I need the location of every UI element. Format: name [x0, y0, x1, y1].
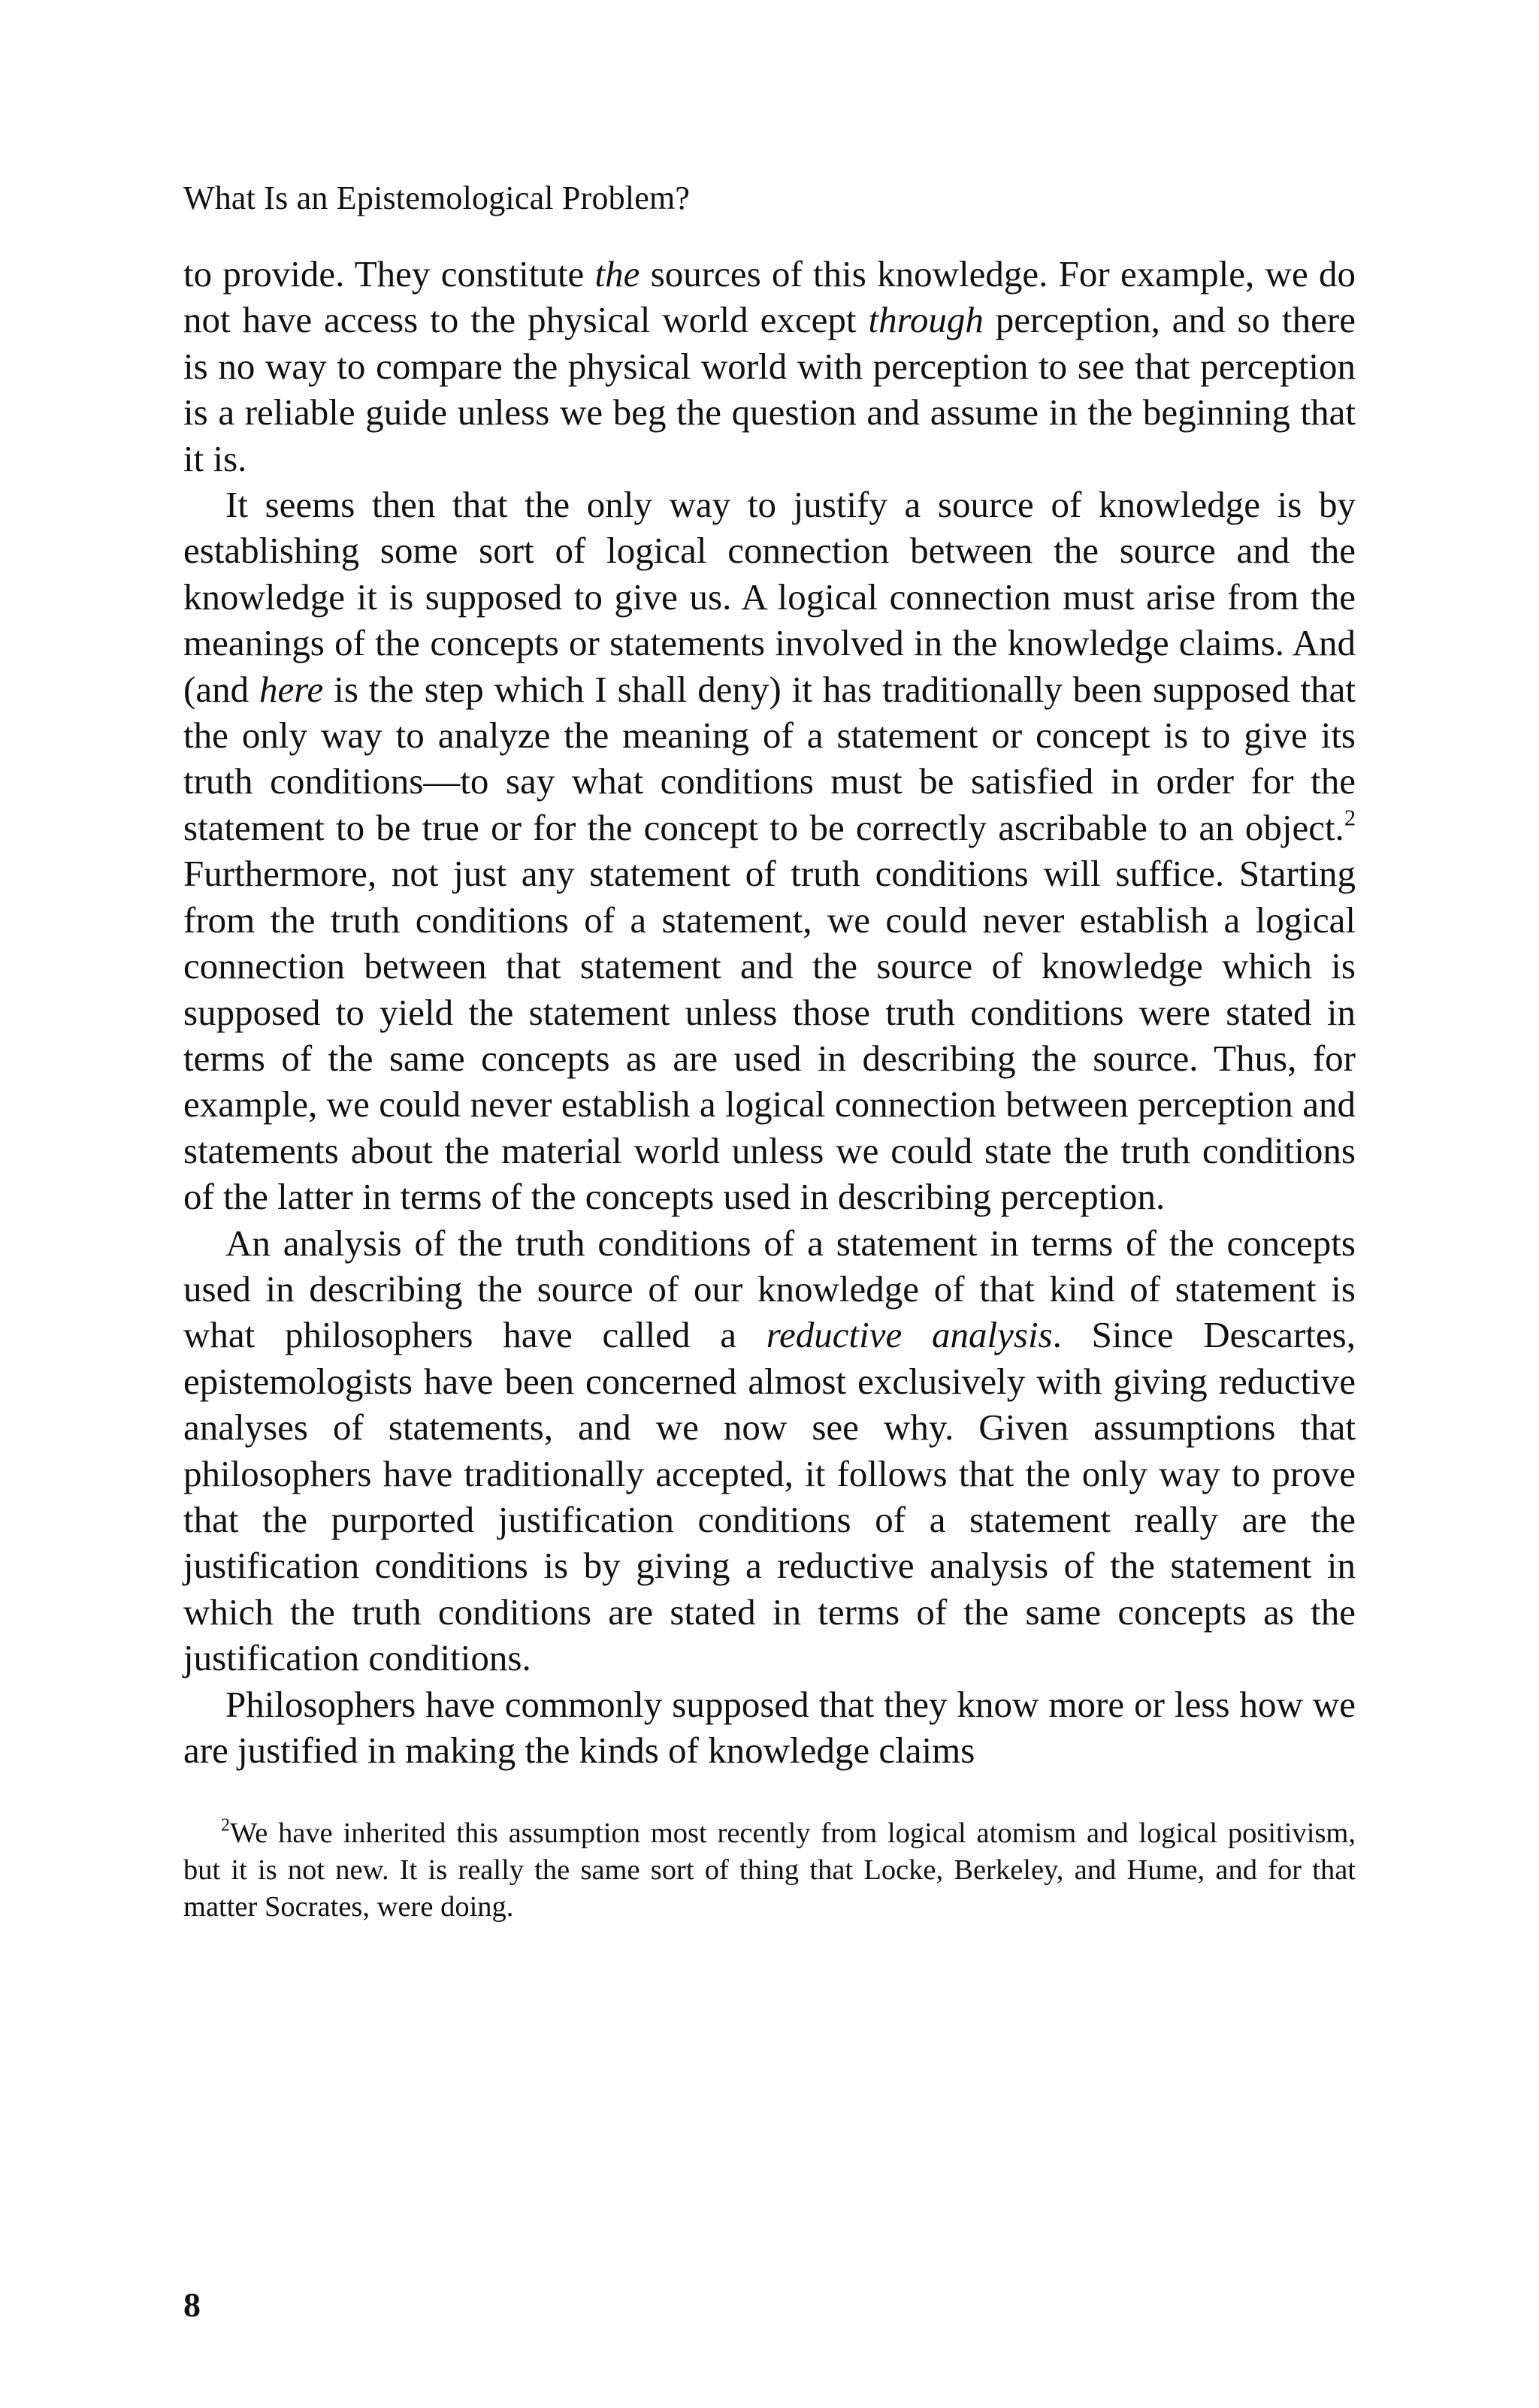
- footnote-body: We have inherited this assumption most recently from logical atomism and logical positivism, but it is not new. It is really the same sort of thing that Locke, Berkeley, and Hume, and for that matter Socrates, were doing.: [183, 1817, 1356, 1923]
- italic-text: reductive analysis: [766, 1314, 1053, 1356]
- italic-text: here: [259, 668, 324, 710]
- text-run: . Since Descartes, epistemologists have been concerned almost exclusively with giving reductive analyses of statements, and we now see why. Given assumptions that philosophers have traditionally accepted, it follows that the only way to prove that the purported justification conditions of a statement really are the justification conditions is by giving a reductive analysis of the statement in which the truth conditions are stated in terms of the same concepts as the justification conditions.: [183, 1314, 1356, 1679]
- page-number: 8: [183, 2286, 201, 2324]
- text-run: An analysis of the truth conditions of a statement in terms of the concepts used in describing the source of our knowledge of that kind of statement is what philosophers have called a: [183, 1222, 1356, 1356]
- text-run: Furthermore, not just any statement of truth conditions will suffice. Starting from the truth conditions of a statement, we could never establish a logical connection between that statement and the source of knowledge which is supposed to yield the statement unless those truth conditions were stated in terms of the same concepts as are used in describing the source. Thus, for example, we could never establish a logical connection between perception and statements about the material world unless we could state the truth conditions of the latter in terms of the concepts used in describing perception.: [183, 853, 1356, 1218]
- text-run: perception, and so there is no way to compare the physical world with perception to see that perception is a reliable guide unless we beg the question and assume in the beginning that it is.: [183, 299, 1356, 479]
- footnote-text: [183, 1815, 1356, 1926]
- text-run: is the step which I shall deny) it has traditionally been supposed that the only way to analyze the meaning of a statement or concept is to give its truth conditions—to say what conditions must be satisfied in order for the statement to be true or for the concept to be correctly ascribable to an object.: [183, 668, 1356, 848]
- body-text: [183, 251, 1356, 1773]
- book-page: [183, 177, 1356, 1926]
- text-run: to provide. They constitute: [183, 253, 595, 295]
- running-head: What Is an Epistemological Problem?: [183, 180, 691, 216]
- paragraph: [183, 1220, 1356, 1681]
- text-run: sources of this knowledge. For example, we do not have access to the physical world except: [183, 253, 1356, 341]
- footnote-marker: 2: [221, 1815, 230, 1835]
- italic-text: the: [594, 253, 640, 295]
- paragraph: [183, 482, 1356, 1220]
- footnote: [183, 1815, 1356, 1926]
- footnote-reference: 2: [1344, 805, 1356, 831]
- text-run: It seems then that the only way to justify a source of knowledge is by establishing some sort of logical connection between the source and the knowledge it is supposed to give us. A logical connection must arise from the meanings of the concepts or statements involved in the knowledge claims. And (and: [183, 484, 1356, 710]
- paragraph: [183, 1681, 1356, 1774]
- paragraph: [183, 251, 1356, 482]
- italic-text: through: [868, 299, 984, 341]
- text-run: Philosophers have commonly supposed that they know more or less how we are justified in making the kinds of knowledge claims: [183, 1683, 1356, 1771]
